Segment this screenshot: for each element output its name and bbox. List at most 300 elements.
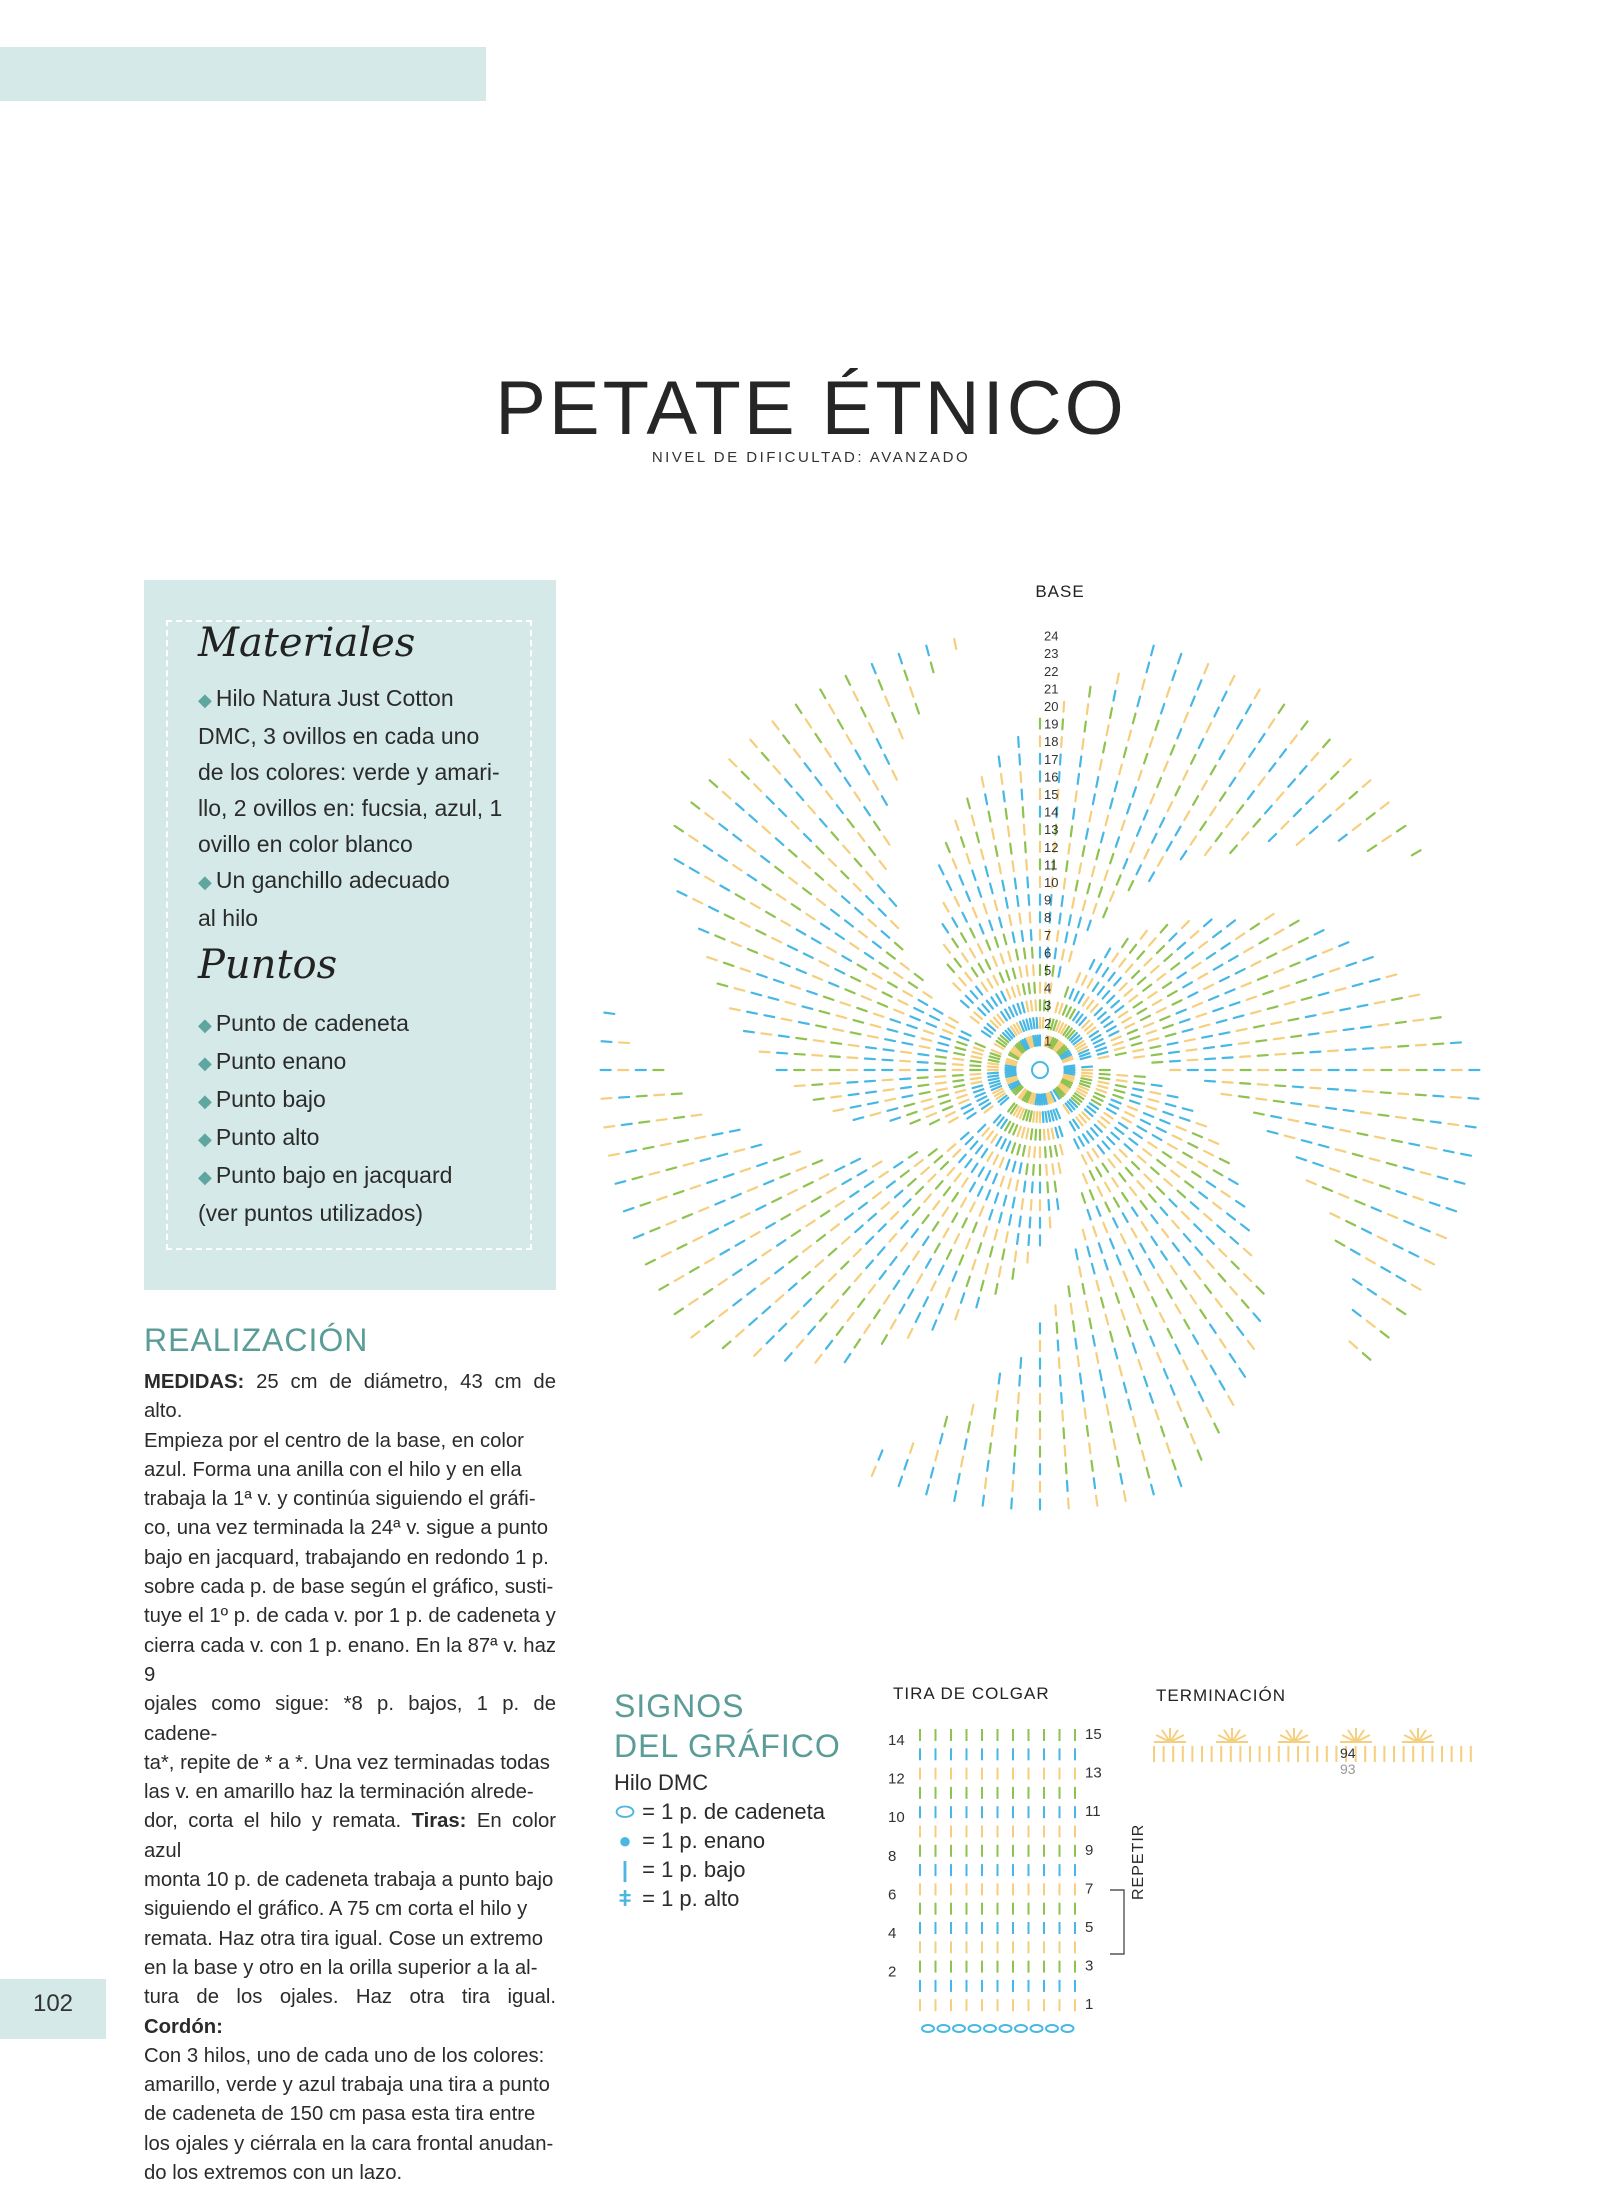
stitch-mark	[1037, 1018, 1038, 1028]
round-number: 16	[1044, 769, 1059, 785]
stitch-mark	[1152, 1085, 1162, 1086]
stitch-mark	[1205, 1285, 1211, 1293]
stitch-mark	[1016, 1180, 1018, 1190]
stitch-mark	[812, 1197, 821, 1202]
stitch-mark	[866, 872, 873, 880]
stitch-mark	[797, 1206, 806, 1211]
stitch-mark	[838, 720, 843, 729]
stitch-mark	[1150, 1046, 1160, 1048]
stitch-mark	[1297, 980, 1306, 983]
stitch-mark	[1120, 1474, 1122, 1484]
stitch-mark	[1082, 739, 1083, 749]
stitch-mark	[1169, 934, 1176, 941]
stitch-mark	[883, 1080, 893, 1081]
stitch-mark	[1149, 1038, 1159, 1041]
stitch-mark	[1094, 1478, 1095, 1488]
stitch-mark	[854, 1249, 861, 1256]
stitch-mark	[939, 1304, 943, 1313]
stitch-mark	[949, 1118, 958, 1123]
stitch-mark	[1228, 735, 1233, 744]
stitch-mark	[1147, 1031, 1156, 1034]
stitch-mark	[1022, 1003, 1025, 1013]
row-number: 13	[1085, 1764, 1102, 1782]
stitch-mark	[961, 1293, 964, 1302]
stitch-mark	[1444, 1150, 1454, 1152]
stitch-mark	[1112, 1100, 1121, 1104]
stitch-mark	[873, 781, 878, 790]
stitch-mark	[988, 1067, 998, 1068]
stitch-mark	[761, 856, 769, 862]
stitch-mark	[1122, 939, 1128, 947]
stitch-mark	[939, 1095, 949, 1098]
stitch-mark	[1431, 1017, 1441, 1018]
stitch-mark	[1006, 898, 1008, 908]
stitch-mark	[806, 1221, 814, 1227]
stitch-mark	[678, 1140, 688, 1142]
stitch-mark	[1062, 896, 1063, 906]
stitch-mark	[705, 1321, 713, 1327]
stitch-mark	[1042, 1095, 1043, 1105]
stitch-mark	[1178, 1191, 1186, 1198]
stitch-mark	[953, 1080, 963, 1081]
stitch-mark	[1177, 1127, 1186, 1131]
stitch-mark	[1033, 1112, 1034, 1122]
stitch-mark	[806, 914, 814, 920]
stitch-mark	[977, 1096, 986, 1100]
stitch-mark	[865, 1081, 875, 1082]
stitch-mark	[1353, 1154, 1363, 1157]
stitch-mark	[1214, 1424, 1218, 1433]
stitch-mark	[1363, 1180, 1372, 1183]
stitch-mark	[815, 777, 821, 785]
stitch-mark	[1059, 1163, 1061, 1173]
stitch-mark	[854, 1020, 864, 1023]
stitch-mark	[880, 963, 888, 969]
stitch-mark	[1242, 832, 1249, 840]
stitch-mark	[1313, 974, 1322, 977]
stitch-mark	[1230, 1354, 1236, 1362]
stitch-mark	[1293, 1087, 1303, 1088]
stitch-mark	[1351, 1250, 1360, 1255]
stitch-mark	[1006, 1160, 1009, 1169]
stitch-mark	[1183, 1360, 1187, 1369]
stitch-mark	[845, 920, 853, 926]
stitch-mark	[775, 1267, 783, 1273]
stitch-mark	[1076, 1249, 1078, 1259]
stitch-mark	[931, 663, 934, 673]
stitch-mark	[1107, 1026, 1116, 1031]
stitch-mark	[1032, 948, 1033, 958]
stitch-mark	[1061, 1393, 1062, 1403]
round-number: 13	[1044, 822, 1059, 838]
stitch-mark	[1297, 1157, 1306, 1160]
stitch-mark	[980, 1207, 984, 1216]
stitch-mark	[1138, 771, 1141, 780]
stitch-mark	[1251, 1011, 1261, 1014]
stitch-mark	[1023, 984, 1025, 994]
stitch-mark	[1180, 1019, 1189, 1022]
stitch-mark	[1259, 938, 1268, 943]
stitch-mark	[1099, 1243, 1102, 1252]
stitch-mark	[1117, 674, 1119, 684]
stitch-mark	[970, 1074, 980, 1075]
stitch-mark	[735, 988, 745, 991]
stitch-mark	[1163, 982, 1171, 988]
stitch-mark	[1183, 1029, 1193, 1032]
stitch-mark	[999, 757, 1000, 767]
stitch-mark	[1151, 1167, 1159, 1174]
stitch-mark	[650, 1172, 660, 1175]
stitch-mark	[999, 918, 1002, 928]
stitch-mark	[1431, 1121, 1441, 1122]
stitch-mark	[882, 796, 887, 805]
stitch-mark	[1098, 1085, 1108, 1088]
stitch-mark	[733, 865, 741, 871]
stitch-mark	[1144, 810, 1148, 819]
stitch-mark	[1225, 989, 1234, 993]
stitch-mark	[1336, 803, 1344, 810]
stitch-mark	[1027, 1253, 1028, 1263]
stitch-mark	[786, 1002, 796, 1005]
stitch-mark	[1112, 1037, 1121, 1041]
stitch-mark	[1018, 1393, 1019, 1403]
stitch-mark	[1274, 1038, 1284, 1039]
stitch-mark	[1171, 1385, 1175, 1394]
stitch-mark	[845, 989, 854, 993]
stitch-mark	[1363, 1091, 1373, 1092]
stitch-mark	[910, 687, 913, 696]
stitch-mark	[1375, 1001, 1385, 1003]
stitch-mark	[1381, 1331, 1389, 1337]
stitch-mark	[924, 1297, 928, 1306]
stitch-mark	[1255, 689, 1260, 698]
stitch-mark	[1103, 908, 1107, 917]
stitch-mark	[1012, 987, 1015, 996]
stitch-mark	[1087, 704, 1088, 714]
stitch-mark	[888, 1029, 898, 1032]
stitch-mark	[868, 1214, 876, 1221]
stitch-mark	[973, 1223, 977, 1232]
stitch-mark	[735, 1149, 745, 1152]
stitch-item: ◆ Punto bajo	[198, 1086, 326, 1112]
stitch-mark	[970, 1065, 980, 1066]
stitch-mark	[920, 1092, 930, 1094]
stitch-mark	[1120, 1150, 1127, 1157]
stitch-mark	[1110, 799, 1113, 809]
stitch-mark	[1142, 1222, 1148, 1230]
stitch-mark	[691, 1331, 699, 1337]
stitch-mark	[1425, 1260, 1434, 1264]
stitch-mark	[1065, 932, 1067, 942]
stitch-mark	[864, 807, 870, 815]
stitch-mark	[1013, 1198, 1015, 1208]
stitch-mark	[1205, 1059, 1215, 1060]
stitch-mark	[872, 1467, 876, 1476]
stitch-mark	[804, 834, 811, 841]
stitch-mark	[926, 1485, 929, 1495]
stitch-mark	[882, 1202, 890, 1209]
stitch-mark	[1451, 1097, 1461, 1098]
stitch-mark	[1063, 1006, 1067, 1015]
terminacion-chart	[1150, 1718, 1490, 1798]
stitch-mark	[1007, 989, 1011, 998]
stitch-mark	[1051, 1020, 1054, 1030]
stitch-mark	[978, 1008, 985, 1015]
stitch-mark	[1031, 1200, 1032, 1210]
stitch-mark	[1055, 1146, 1057, 1156]
stitch-mark	[948, 1144, 956, 1151]
stitch-mark	[1144, 754, 1147, 763]
stitch-mark	[1183, 771, 1187, 780]
stitch-mark	[741, 1213, 750, 1217]
stitch-mark	[805, 763, 811, 771]
stitch-mark	[789, 1283, 797, 1290]
stitch-mark	[939, 1043, 949, 1046]
stitch-mark	[1103, 991, 1110, 999]
stitch-mark	[994, 976, 998, 985]
stitch-mark	[1027, 877, 1028, 887]
stitch-mark	[952, 1193, 958, 1201]
stitch-mark	[1455, 1181, 1465, 1184]
signos-item: | = 1 p. bajo	[614, 1855, 825, 1884]
stitch-mark	[1083, 1174, 1087, 1183]
stitch-item: ◆ Punto de cadeneta	[198, 1010, 409, 1036]
stitch-mark	[1248, 791, 1254, 799]
stitch-mark	[1178, 654, 1181, 663]
stitch-mark	[827, 947, 836, 952]
stitch-mark	[882, 1335, 887, 1344]
stitch-mark	[922, 1099, 932, 1102]
stitch-mark	[1149, 938, 1156, 946]
stitch-mark	[949, 1018, 958, 1023]
stitch-mark	[1188, 992, 1197, 996]
stitch-mark	[1230, 846, 1237, 854]
stitch-mark	[910, 1443, 913, 1452]
stitch-mark	[1144, 1023, 1153, 1027]
stitch-mark	[705, 813, 713, 819]
stitch-mark	[1065, 1068, 1075, 1069]
stitch-mark	[908, 1179, 916, 1186]
stitch-mark	[966, 1137, 973, 1144]
stitch-mark	[879, 680, 883, 689]
stitch-mark	[1137, 697, 1140, 707]
stitch-mark	[833, 1109, 843, 1111]
stitch-mark	[918, 1085, 928, 1086]
stitch-mark	[1168, 1144, 1177, 1149]
chain-mark	[922, 2025, 934, 2032]
stitch-mark	[820, 1313, 827, 1321]
stitch-mark	[1079, 863, 1081, 873]
stitch-mark	[1109, 1159, 1115, 1167]
stitch-mark	[1088, 1152, 1093, 1161]
stitch-mark	[1258, 976, 1267, 980]
stitch-mark	[1413, 1197, 1422, 1200]
chain-mark	[938, 2025, 950, 2032]
stitch-mark	[1185, 1181, 1193, 1187]
stitch-mark	[1161, 925, 1168, 933]
stitch-mark	[693, 899, 702, 903]
stitch-mark	[1078, 1356, 1079, 1366]
stitch-mark	[1421, 1172, 1431, 1175]
stitch-mark	[892, 771, 896, 780]
stitch-mark	[816, 1287, 823, 1294]
stitch-mark	[868, 1102, 878, 1104]
stitch-mark	[1204, 1151, 1213, 1155]
stitch-mark	[719, 855, 727, 861]
stitch-mark	[935, 1063, 945, 1064]
stitch-mark	[675, 826, 683, 832]
stitch-mark	[1221, 1191, 1229, 1197]
stitch-mark	[1151, 966, 1159, 973]
stitch-mark	[1101, 1017, 1109, 1023]
stitch-mark	[936, 1181, 943, 1189]
stitch-mark	[856, 750, 861, 759]
stitch-mark	[1055, 1128, 1058, 1138]
stitch-mark	[1346, 1221, 1355, 1225]
stitch-mark	[1099, 1078, 1109, 1079]
stitch-mark	[1017, 896, 1018, 906]
stitch-mark	[1216, 833, 1222, 841]
stitch-mark	[789, 878, 797, 884]
stitch-mark	[677, 891, 686, 895]
diamond-bullet-icon: ◆	[198, 1129, 212, 1149]
stitch-mark	[1019, 914, 1020, 924]
stitch-mark	[1366, 1258, 1375, 1263]
stitch-mark	[935, 1244, 940, 1253]
stitch-mark	[858, 833, 864, 841]
realizacion-line: los ojales y ciérrala en la cara frontal anudan-	[144, 2132, 554, 2155]
stitch-mark	[1075, 1339, 1076, 1349]
stitch-mark	[1149, 1194, 1156, 1202]
stitch-mark	[821, 924, 829, 930]
stitch-mark	[961, 1133, 969, 1140]
stitch-mark	[690, 1267, 699, 1272]
stitch-mark	[797, 1167, 806, 1171]
stitch-mark	[864, 1325, 870, 1333]
stitch-mark	[924, 1106, 933, 1109]
stitch-mark	[1132, 1228, 1137, 1237]
stitch-mark	[1180, 1118, 1189, 1121]
stitch-mark	[1133, 1089, 1143, 1091]
stitch-mark	[988, 1152, 993, 1161]
stitch-mark	[1035, 1000, 1036, 1010]
stitch-mark	[1106, 1315, 1109, 1325]
stitch-mark	[918, 1054, 928, 1055]
stitch-mark	[972, 1082, 982, 1084]
stitch-mark	[1066, 1007, 1070, 1016]
stitch-mark	[814, 1098, 824, 1099]
stitch-mark	[1346, 1090, 1356, 1091]
stitch-mark	[884, 1049, 894, 1050]
realizacion-heading: REALIZACIÓN	[144, 1322, 369, 1358]
stitch-mark	[1009, 915, 1011, 925]
realizacion-line: Empieza por el centro de la base, en color	[144, 1429, 524, 1452]
stitch-mark	[1222, 692, 1226, 701]
stitch-mark	[1115, 1006, 1123, 1012]
stitch-mark	[718, 1154, 728, 1157]
stitch-mark	[891, 1019, 900, 1022]
stitch-mark	[961, 1001, 969, 1008]
round-number: 20	[1044, 699, 1059, 714]
stitch-mark	[904, 1199, 911, 1206]
stitch-mark	[1378, 1237, 1387, 1241]
stitch-mark	[1210, 1325, 1216, 1333]
stitch-mark	[890, 1234, 897, 1242]
stitch-mark	[935, 1451, 938, 1461]
stitch-mark	[1013, 1269, 1014, 1279]
stitch-mark	[1229, 1179, 1238, 1184]
stitch-mark	[1009, 1124, 1013, 1133]
stitch-mark	[1275, 1085, 1285, 1086]
materials-line: DMC, 3 ovillos en cada uno	[198, 723, 480, 749]
stitch-mark	[1363, 780, 1371, 787]
stitch-mark	[622, 1124, 632, 1125]
stitch-mark	[1319, 1145, 1329, 1148]
stitch-mark	[1328, 1089, 1338, 1090]
stitch-mark	[855, 1225, 863, 1232]
stitch-mark	[1048, 1129, 1049, 1139]
stitch-mark	[675, 1276, 684, 1281]
stitch-mark	[970, 928, 974, 937]
stitch-mark	[1073, 809, 1074, 819]
stitch-mark	[1157, 1353, 1161, 1362]
stitch-mark	[946, 1112, 955, 1116]
stitch-mark	[773, 766, 780, 774]
stitch-mark	[1060, 754, 1061, 764]
stitch-mark	[985, 794, 987, 804]
stitch-mark	[720, 886, 729, 891]
stitch-mark	[1396, 1117, 1406, 1118]
stitch-mark	[927, 1023, 936, 1027]
stitch-mark	[851, 977, 860, 981]
stitch-mark	[1229, 956, 1238, 961]
stitch-mark	[659, 1285, 668, 1290]
stitch-mark	[1204, 920, 1212, 927]
stitch-mark	[944, 1417, 947, 1427]
stitch-mark	[1082, 1067, 1092, 1068]
stitch-mark	[1437, 1234, 1446, 1238]
stitch-mark	[1129, 881, 1133, 890]
stitch-mark	[1068, 844, 1069, 854]
stitch-mark	[747, 1289, 755, 1295]
stitch-mark	[795, 1085, 805, 1086]
stitch-mark	[1086, 829, 1088, 839]
stitch-mark	[1290, 921, 1299, 926]
stitch-mark	[986, 1171, 990, 1180]
stitch-mark	[953, 1064, 963, 1065]
stitch-mark	[1055, 948, 1056, 958]
stitch-mark	[641, 1202, 650, 1205]
stitch-mark	[815, 734, 821, 742]
stitch-mark	[1110, 1422, 1112, 1432]
stitch-mark	[1416, 1095, 1426, 1096]
stitch-mark	[1153, 1000, 1162, 1005]
realizacion-line: bajo en jacquard, trabajando en redondo 1 p.	[144, 1546, 549, 1569]
stitch-mark	[1219, 1274, 1226, 1282]
stitch-mark	[985, 1264, 988, 1274]
realizacion-line: siguiendo el gráfico. A 75 cm corta el hilo y	[144, 1898, 528, 1921]
stitch-mark	[1142, 1451, 1145, 1461]
stitch-mark	[845, 1354, 851, 1362]
stitch-mark	[971, 1061, 981, 1062]
stitch-mark	[1447, 1208, 1456, 1211]
stitch-mark	[1232, 1262, 1239, 1269]
stitch-mark	[715, 936, 724, 940]
stitch-mark	[762, 1250, 770, 1256]
stitch-mark	[1008, 826, 1009, 836]
stitch-mark	[1148, 1142, 1156, 1148]
stitch-mark	[1137, 1304, 1141, 1313]
